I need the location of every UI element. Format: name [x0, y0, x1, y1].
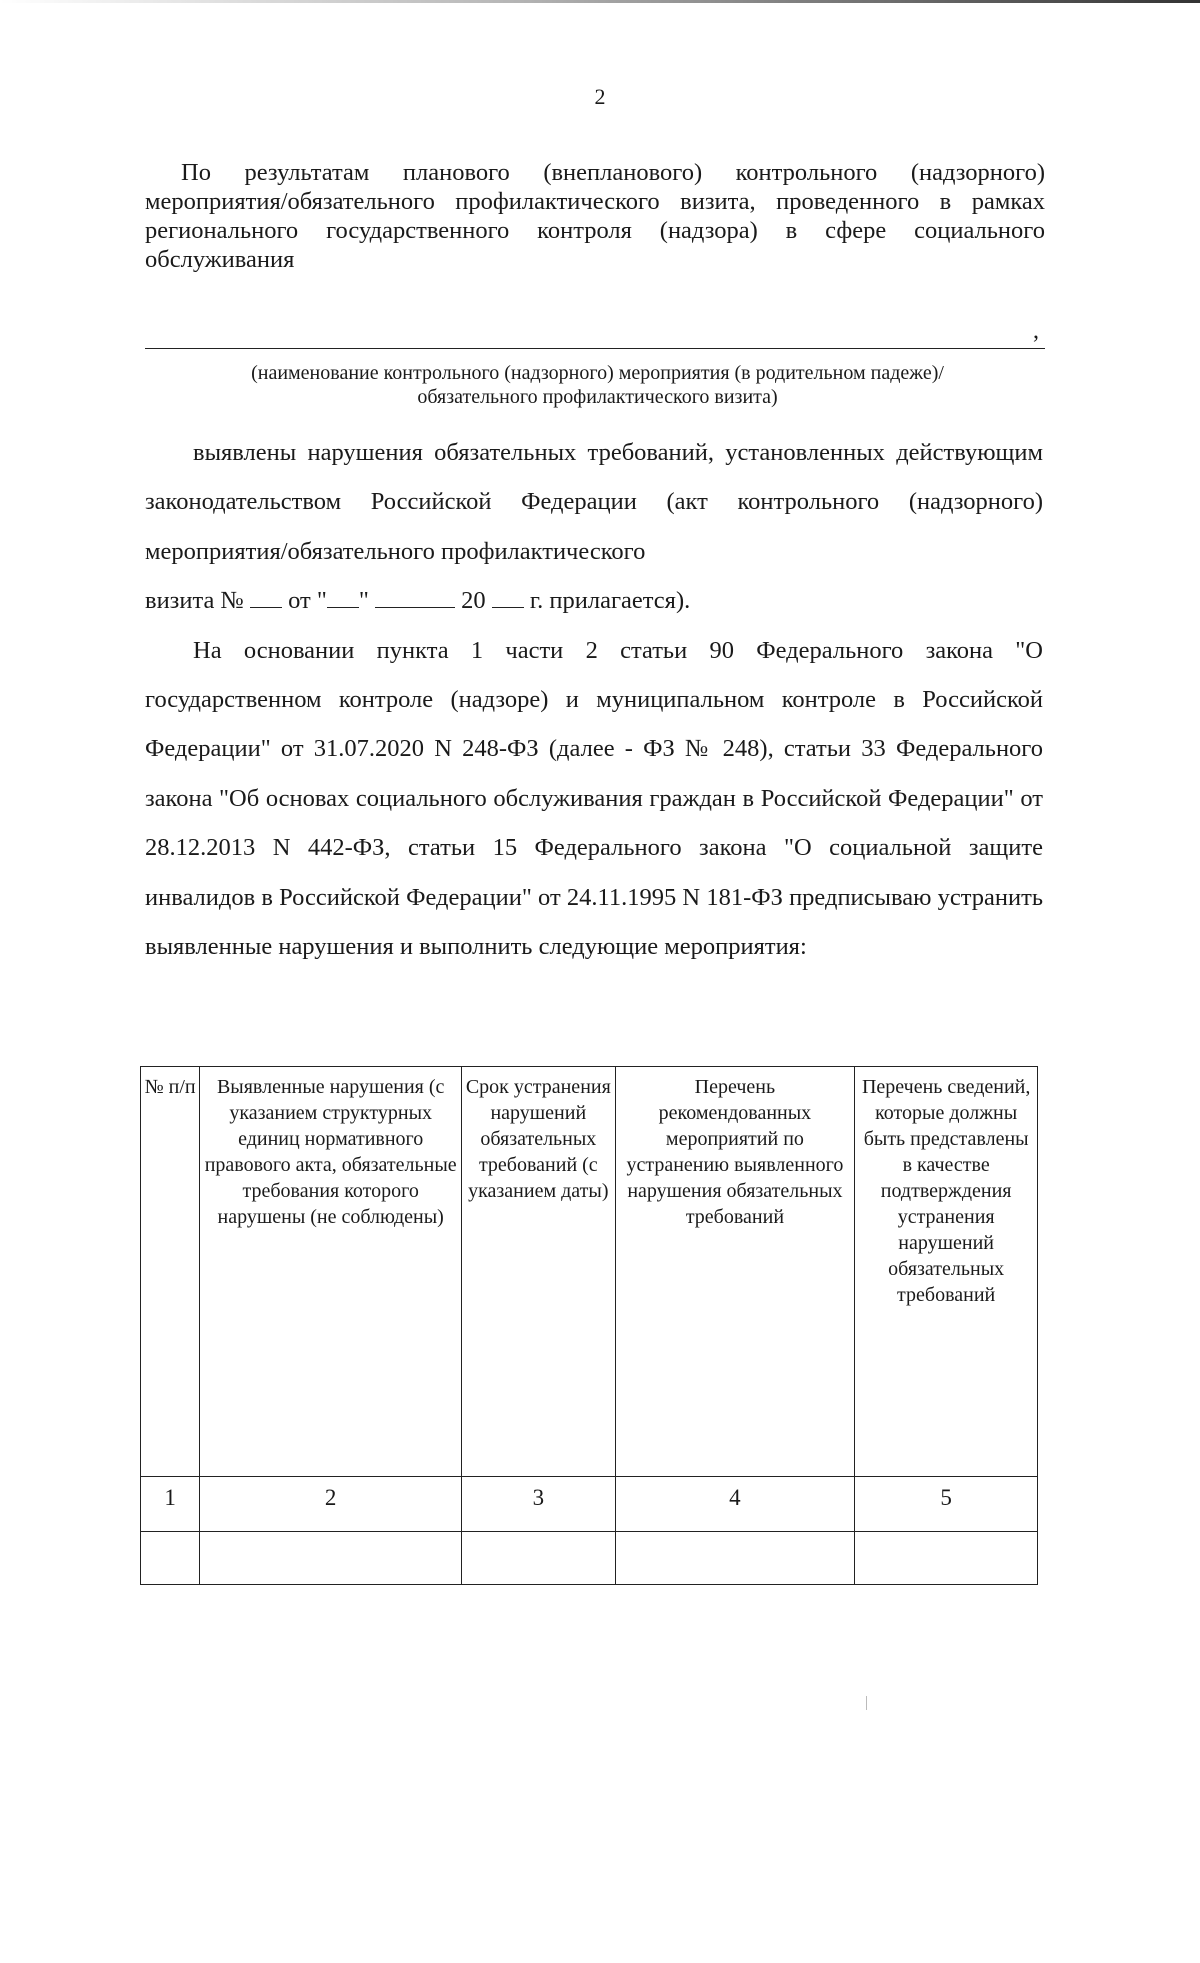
empty-cell-2: [200, 1532, 462, 1585]
column-number-1: 1: [141, 1477, 200, 1532]
event-name-blank-line: [145, 348, 1045, 349]
empty-cell-3: [462, 1532, 615, 1585]
body-text: [145, 428, 1043, 971]
table-header-row: [141, 1067, 1038, 1477]
header-confirmation-info: Перечень сведений, которые должны быть представлены в качестве подтверждения устранения нарушений обязательных требований: [855, 1067, 1038, 1477]
act-attached-suffix: г. прилагается).: [529, 587, 691, 615]
act-number-blank: [250, 587, 282, 608]
intro-text: По результатам планового (внепланового) контрольного (надзорного) мероприятия/обязательного профилактического визита, проведенного в рамках регионального государственного контроля (надзора) в сфере социального обслуживания: [145, 159, 1045, 273]
header-violations: Выявленные нарушения (с указанием структурных единиц нормативного правового акта, обязательные требования которого нарушены (не соблюдены): [200, 1067, 462, 1477]
scan-speck: [866, 1696, 867, 1710]
basis-paragraph: На основании пункта 1 части 2 статьи 90 Федерального закона "О государственном контроле (надзоре) и муниципальном контроле в Российской Федерации" от 31.07.2020 N 248-ФЗ (далее - ФЗ № 248), статьи 33 Федерального закона "Об основах социального обслуживания граждан в Российской Федерации" от 28.12.2013 N 442-ФЗ, статьи 15 Федерального закона "О социальной защите инвалидов в Российской Федерации" от 24.11.1995 N 181-ФЗ предписываю устранить выявленные нарушения и выполнить следующие мероприятия:: [145, 636, 1043, 961]
empty-cell-1: [141, 1532, 200, 1585]
column-number-5: 5: [855, 1477, 1038, 1532]
blank-comma: ,: [1033, 318, 1039, 344]
column-number-3: 3: [462, 1477, 615, 1532]
act-year-prefix: 20: [461, 587, 486, 615]
act-year-blank: [492, 587, 524, 608]
column-number-2: 2: [200, 1477, 462, 1532]
event-name-caption: (наименование контрольного (надзорного) мероприятия (в родительном падеже)/обязательного профилактического визита): [251, 362, 944, 408]
act-month-blank: [375, 587, 455, 608]
measures-table: [140, 1066, 1038, 1585]
act-number-prefix: визита №: [145, 587, 244, 615]
empty-cell-4: [615, 1532, 855, 1585]
act-day-blank: [327, 587, 359, 608]
violations-paragraph: [145, 428, 1043, 576]
header-recommended-measures: Перечень рекомендованных мероприятий по устранению выявленного нарушения обязательных требований: [615, 1067, 855, 1477]
scan-top-edge: [0, 0, 1200, 3]
act-number-line: [145, 576, 1043, 625]
violations-text: выявлены нарушения обязательных требований, установленных действующим законодательством Российской Федерации (акт контрольного (надзорного) мероприятия/обязательного профилактического: [145, 439, 1043, 565]
page-number: 2: [594, 84, 606, 109]
header-deadline: Срок устранения нарушений обязательных требований (с указанием даты): [462, 1067, 615, 1477]
empty-cell-5: [855, 1532, 1038, 1585]
table-column-numbers-row: [141, 1477, 1038, 1532]
column-number-4: 4: [615, 1477, 855, 1532]
act-date-quote-close: ": [358, 587, 369, 615]
intro-paragraph: [145, 158, 1045, 274]
act-date-from: от ": [288, 587, 327, 615]
header-number: № п/п: [141, 1067, 200, 1477]
table-empty-row: [141, 1532, 1038, 1585]
